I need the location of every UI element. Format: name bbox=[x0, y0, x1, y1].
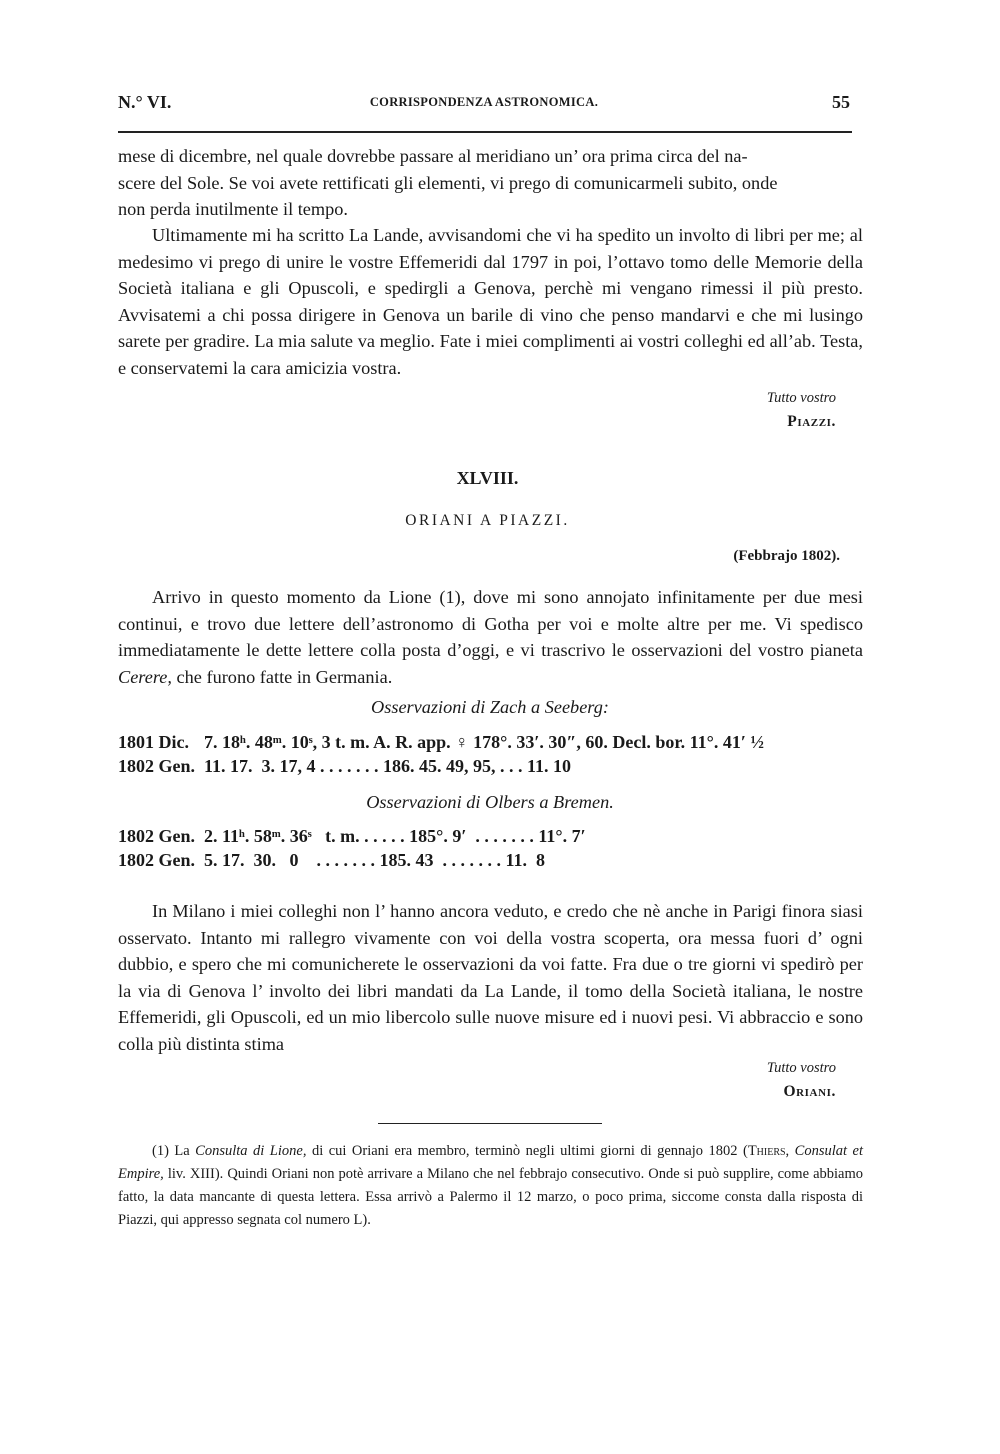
obs-date: 1802 Gen. bbox=[118, 850, 196, 870]
paragraph-line: mese di dicembre, nel quale dovrebbe passare al meridiano un’ ora prima circa del na- bbox=[118, 146, 748, 166]
letter-title: ORIANI A PIAZZI. bbox=[405, 512, 570, 529]
table-row bbox=[118, 730, 773, 754]
obs-values: 7. 18ʰ. 48ᵐ. 10ˢ, 3 t. m. A. R. app. ♀ 178°. 33′. 30″, 60. Decl. bor. 11°. 41′ ½ bbox=[204, 732, 764, 752]
page-number: 55 bbox=[832, 92, 850, 112]
signoff-oriani bbox=[767, 1060, 836, 1101]
paragraph-piazzi-closing: Ultimamente mi ha scritto La Lande, avvisandomi che vi ha spedito un involto di libri per me; al medesimo vi prego di unire le vostre Effemeridi dal 1797 in poi, l’ottavo tomo delle Memorie della Società italiana e gli Opuscoli, e spedirgli a Genova, perchè mi vengano rimessi il più presto. Avvisatemi a chi possa dirigere in Genova un barile di vino che penso mandarvi e che mi lusingo sarete per gradire. La mia salute va meglio. Fate i miei complimenti ai vostri colleghi ed all’ab. Testa, e conservatemi la cara amicizia vostra. bbox=[118, 225, 863, 378]
obs-values: 2. 11ʰ. 58ᵐ. 36ˢ t. m. . . . . . 185°. 9′ . . . . . . . 11°. 7′ bbox=[204, 826, 586, 846]
closing-phrase: Tutto vostro bbox=[766, 1060, 836, 1076]
zach-observations-title: Osservazioni di Zach a Seeberg: bbox=[371, 697, 609, 717]
footnote-rule bbox=[378, 1123, 602, 1124]
signoff-piazzi bbox=[767, 390, 836, 431]
paragraph-line: non perda inutilmente il tempo. bbox=[118, 199, 348, 219]
paragraph-line: scere del Sole. Se voi avete rettificati gli elementi, vi prego di comunicarmeli subito, onde bbox=[118, 172, 778, 193]
obs-date: 1802 Gen. bbox=[118, 826, 196, 846]
closing-phrase: Tutto vostro bbox=[766, 390, 836, 406]
paragraph-text: che furono fatte in Germania. bbox=[171, 666, 393, 687]
table-row bbox=[118, 824, 595, 848]
letter-number: XLVIII. bbox=[456, 468, 519, 488]
footnote-italic: Consulta di Lione, bbox=[195, 1143, 307, 1159]
olbers-observations-title: Osservazioni di Olbers a Bremen. bbox=[366, 792, 614, 812]
running-head bbox=[118, 92, 850, 116]
footnote-text: liv. XIII). Quindi Oriani non potè arrivare a Milano che nel febbrajo consecutivo. Onde si può supplire, come abbiamo fatto, la data mancante di questa lettera. Essa arrivò a Palermo il 12 marzo, o poco prima, siccome consta dalla risposta di Piazzi, qui appresso segnata col numero L). bbox=[118, 1166, 863, 1228]
footnote-text: di cui Oriani era membro, terminò negli ultimi giorni di gennajo 1802 ( bbox=[306, 1143, 748, 1159]
paragraph-text: Arrivo in questo momento da Lione (1), dove mi sono annojato infinitamente per due mesi continui, e trovo due lettere dell’astronomo di Gotha per voi e molte altre per me. Vi spedisco immediatamente le dette lettere colla posta d’oggi, e vi trascrivo le osservazioni del vostro pianeta bbox=[118, 587, 863, 660]
footnote-italic: Consulat et Empire, bbox=[118, 1143, 863, 1182]
signature-name: Oriani. bbox=[783, 1083, 836, 1100]
obs-values: 11. 17. 3. 17, 4 . . . . . . . 186. 45. 49, 95, . . . 11. 10 bbox=[204, 756, 572, 776]
signature-name: Piazzi. bbox=[787, 413, 836, 430]
paragraph-oriani-body: In Milano i miei colleghi non l’ hanno ancora veduto, e credo che nè anche in Parigi finora siasi osservato. Intanto mi rallegro vivamente con voi della vostra scoperta, ora messa fuori d’ ogni dubbio, e spero che mi comunicherete le osservazioni da voi fatte. Fra due o tre giorni vi spedirò per la via di Genova l’ involto dei libri mandati da La Lande, il tomo della Società italiana, le nostre Effemeridi, gli Opuscoli, ed un mio libercolo sulle nuove misure ed i nuovi pesi. Vi abbraccio e sono colla più distinta stima bbox=[118, 901, 863, 1054]
letter-date: (Febbrajo 1802). bbox=[733, 548, 840, 564]
running-title: CORRISPONDENZA ASTRONOMICA. bbox=[369, 95, 599, 109]
footnote bbox=[118, 1140, 863, 1232]
table-row bbox=[118, 848, 595, 872]
table-row bbox=[118, 754, 773, 778]
obs-date: 1801 Dic. bbox=[118, 732, 189, 752]
olbers-observations-table bbox=[118, 824, 595, 872]
header-rule bbox=[118, 131, 852, 133]
footnote-text: (1) La bbox=[152, 1143, 196, 1159]
paragraph-oriani-intro bbox=[118, 584, 863, 690]
footnote-author: Thiers, bbox=[747, 1143, 790, 1159]
planet-name: Cerere, bbox=[118, 666, 172, 687]
zach-observations-table bbox=[118, 730, 773, 778]
paragraph-continuation bbox=[118, 143, 863, 223]
obs-date: 1802 Gen. bbox=[118, 756, 196, 776]
section-number: N.° VI. bbox=[118, 92, 172, 112]
obs-values: 5. 17. 30. 0 . . . . . . . 185. 43 . . . . . . . 11. 8 bbox=[204, 850, 546, 870]
